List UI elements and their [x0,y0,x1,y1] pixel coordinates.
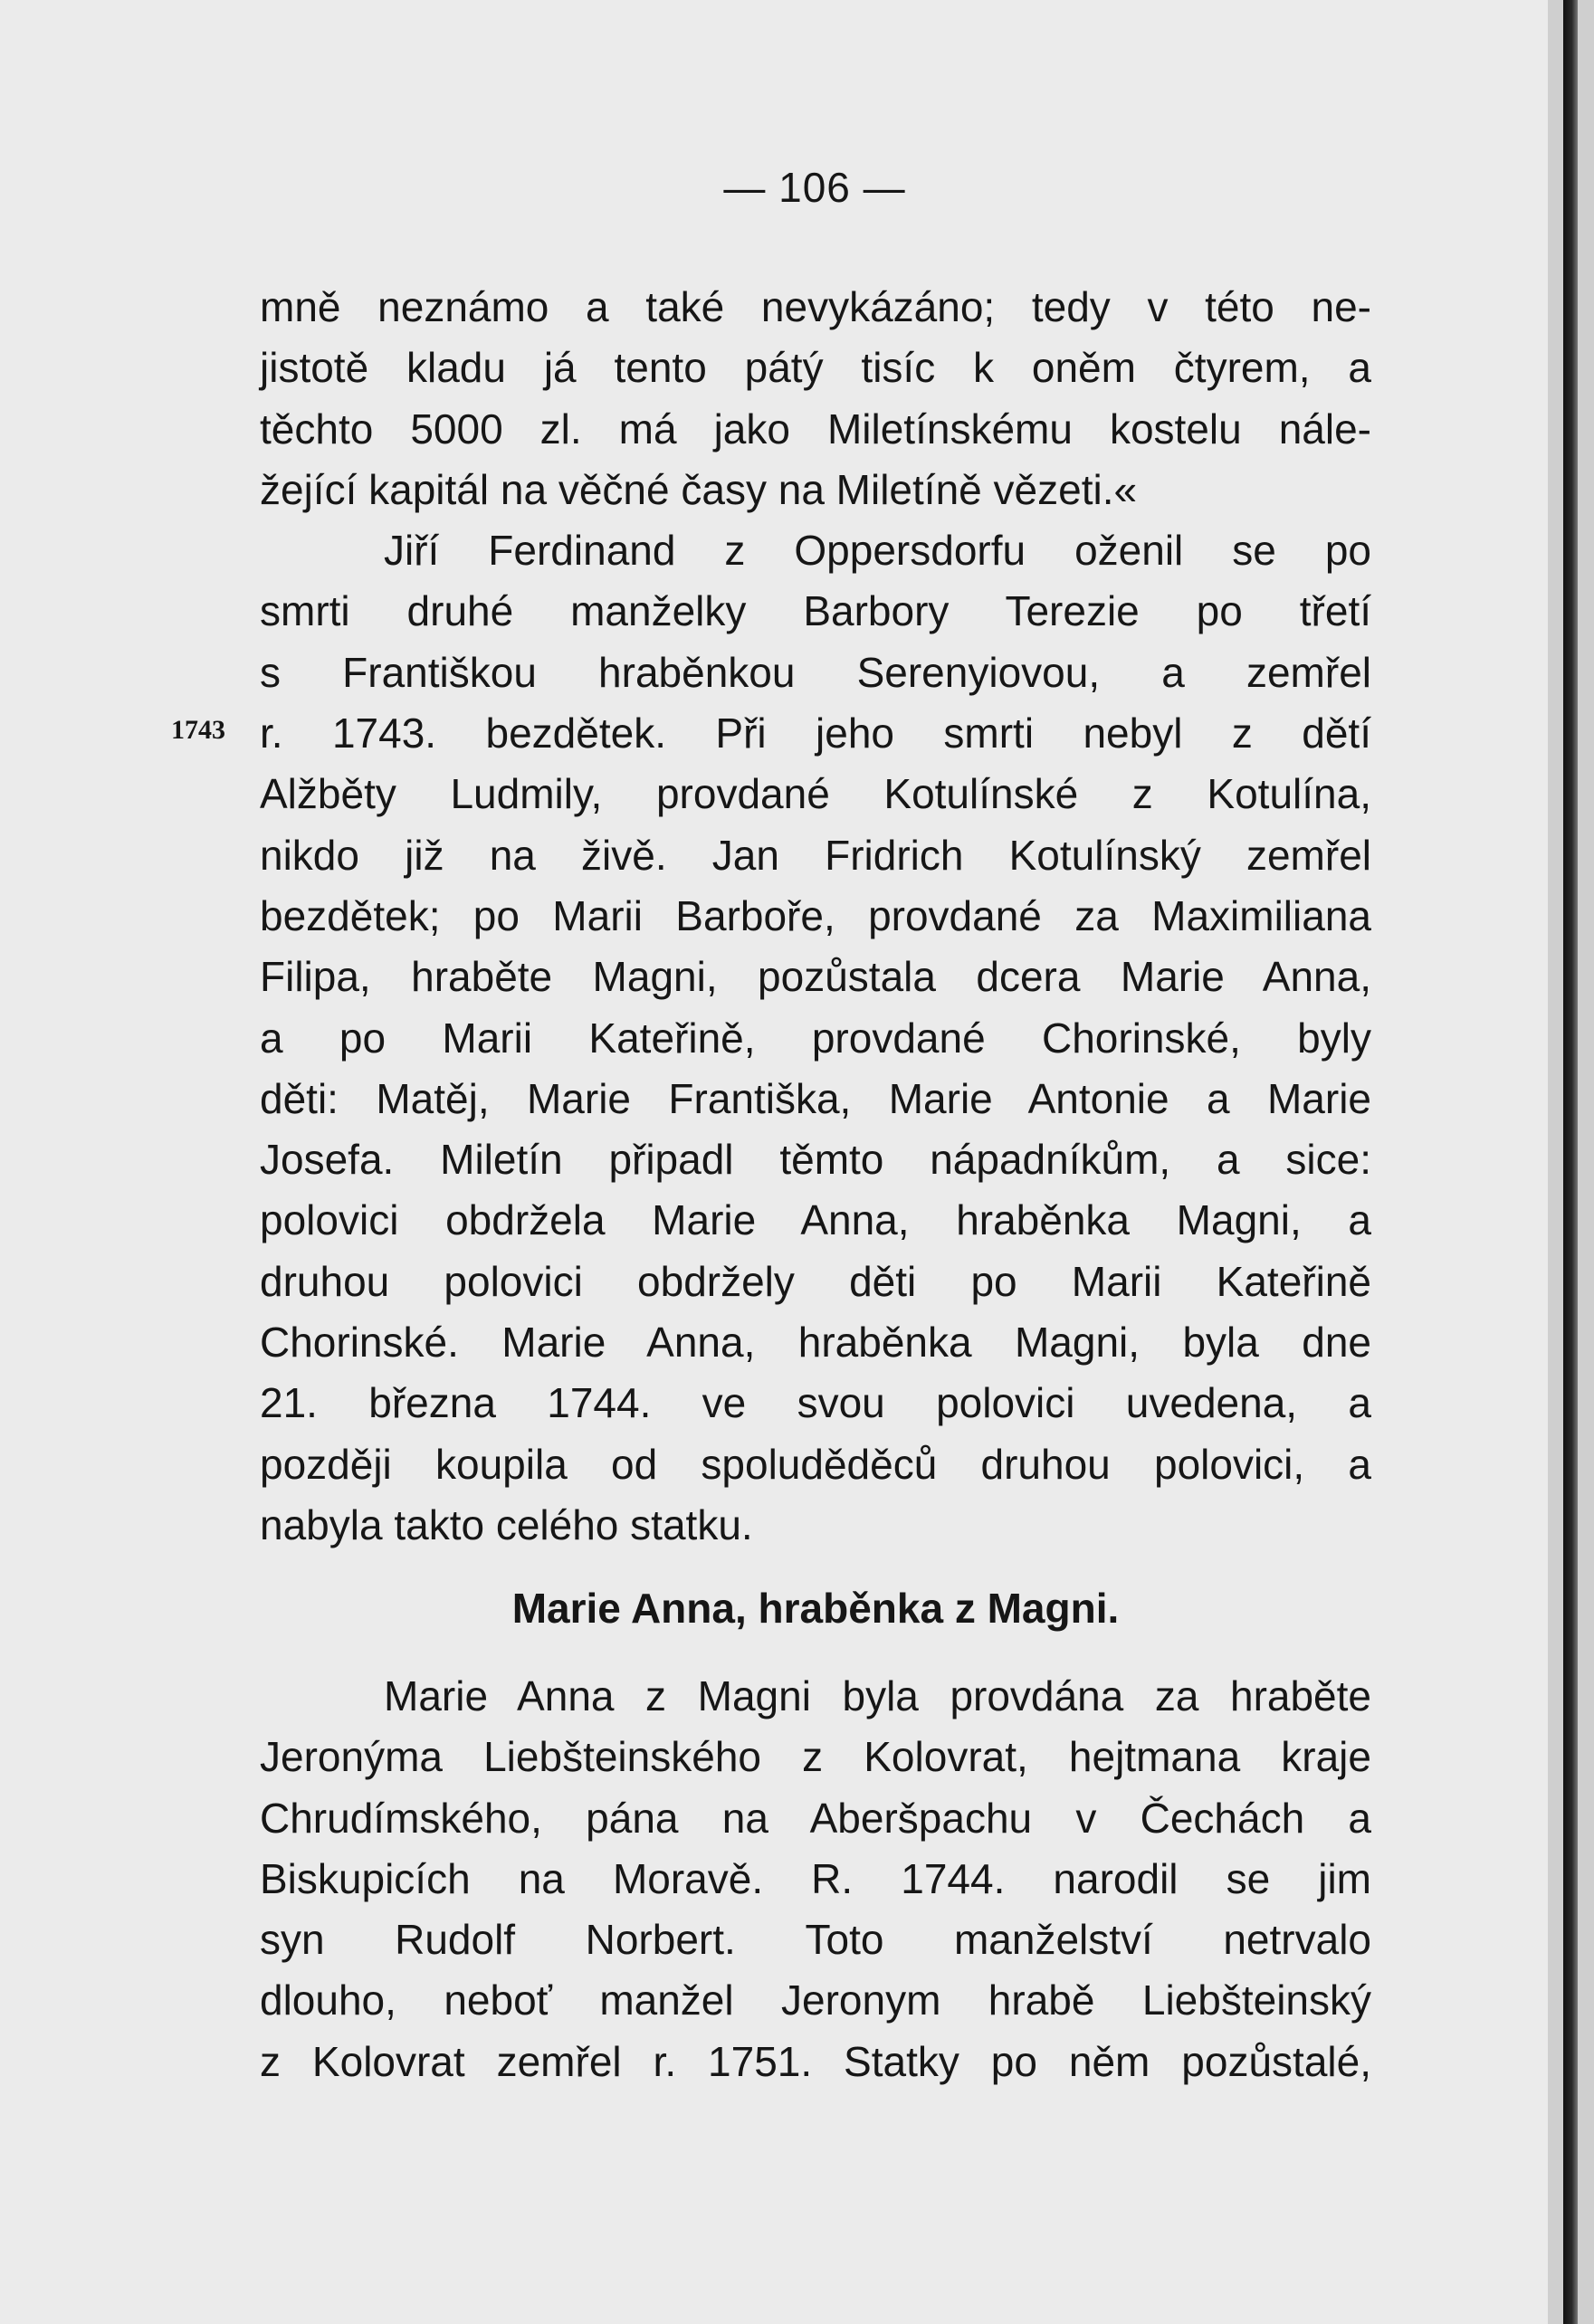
text-line: smrti druhé manželky Barbory Terezie po třetí [260,587,1371,635]
text-line: Filipa, hraběte Magni, pozůstala dcera Marie Anna, [260,953,1371,1001]
text-line: bezdětek; po Marii Barboře, provdané za Maximiliana [260,891,1371,939]
text-line: Chrudímského, pána na Aberšpachu v Čechách a [260,1794,1371,1842]
text-line: dlouho, neboť manžel Jeronym hrabě Liebšteinský [260,1976,1371,2024]
text-line: děti: Matěj, Marie Františka, Marie Antonie a Marie [260,1074,1371,1122]
text-line: Marie Anna z Magni byla provdána za hraběte [384,1672,1371,1719]
text-line: z Kolovrat zemřel r. 1751. Statky po něm pozůstalé, [260,2037,1371,2085]
body-text-bottom [260,1666,1371,2092]
text-line: Biskupicích na Moravě. R. 1744. narodil se jim [260,1854,1371,1902]
text-line: a po Marii Kateřině, provdané Chorinské, byly [260,1014,1371,1062]
margin-note-year: 1743 [171,715,225,745]
text-line: polovici obdržela Marie Anna, hraběnka Magni, a [260,1196,1371,1244]
section-heading: Marie Anna, hraběnka z Magni. [511,1585,1120,1632]
text-line: Jeronýma Liebšteinského z Kolovrat, hejtmana kraje [260,1733,1371,1781]
text-line: Chorinské. Marie Anna, hraběnka Magni, byla dne [260,1319,1371,1367]
scan-edge [1548,0,1594,2324]
text-line: těchto 5000 zl. má jako Miletínskému kostelu nále- [260,405,1371,452]
text-line: později koupila od spoluděděců druhou polovici, a [260,1440,1371,1488]
text-line: syn Rudolf Norbert. Toto manželství netrvalo [260,1916,1371,1964]
text-line: s Františkou hraběnkou Serenyiovou, a zemřel [260,648,1371,696]
binding-shadow [1563,0,1578,2324]
text-line: 21. března 1744. ve svou polovici uvedena, a [260,1379,1371,1427]
text-line: Alžběty Ludmily, provdané Kotulínské z Kotulína, [260,770,1371,818]
text-line: r. 1743. bezdětek. Při jeho smrti nebyl z dětí [260,710,1371,757]
text-line: Josefa. Miletín připadl těmto nápadníkům, a sice: [260,1136,1371,1184]
page-number: — 106 — [723,164,906,211]
text-line: žející kapitál na věčné časy na Miletíně vězeti.« [260,465,1138,513]
text-line: mně neznámo a také nevykázáno; tedy v této ne- [260,283,1371,330]
text-line: jistotě kladu já tento pátý tisíc k oněm čtyrem, a [260,344,1371,392]
text-line: nikdo již na živě. Jan Fridrich Kotulínský zemřel [260,831,1371,879]
text-line: druhou polovici obdržely děti po Marii Kateřině [260,1257,1371,1305]
text-line: Jiří Ferdinand z Oppersdorfu oženil se po [384,527,1371,575]
body-text-top [260,277,1371,1556]
text-line: nabyla takto celého statku. [260,1500,753,1548]
